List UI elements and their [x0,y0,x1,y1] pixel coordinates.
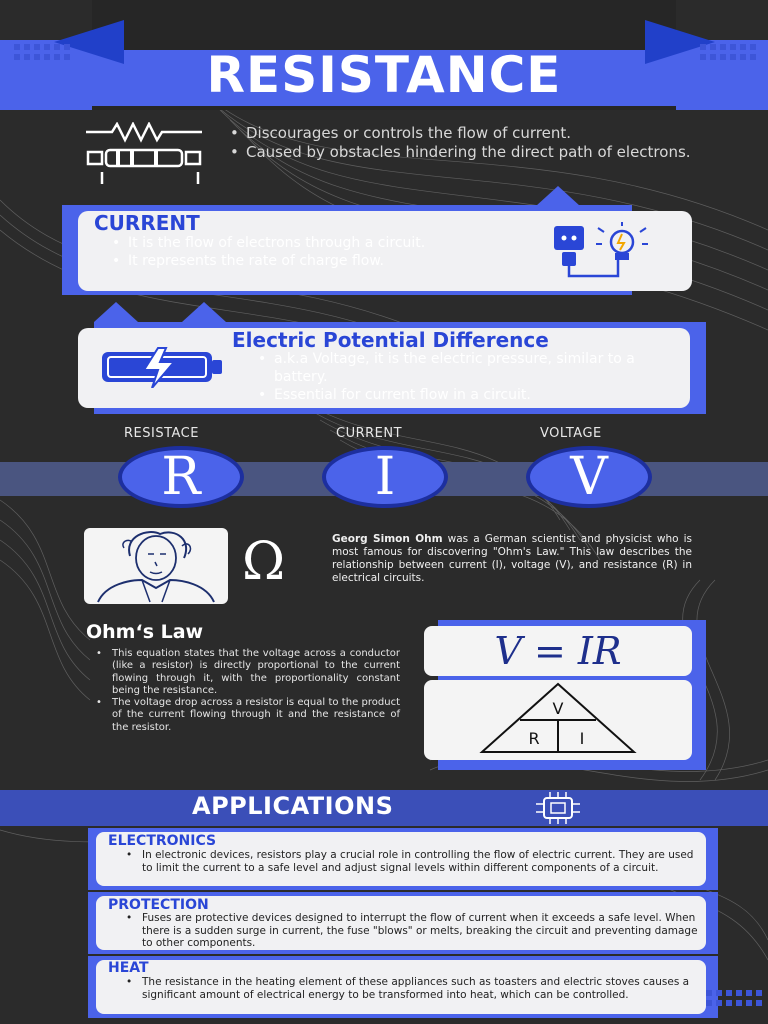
battery-icon [100,344,224,388]
app-bullet: • Fuses are protective devices designed to interrupt the flow of current when it exceeds a safe level. When there is a sudden surge in current, the fuse "blows" or melts, breaking the circuit and preventing damage to other components. [124,912,704,950]
plug-bulb-icon [548,222,664,280]
dot-grid-decoration [14,44,70,60]
dot-grid-decoration [706,990,762,1006]
app-heading: PROTECTION [108,897,209,913]
current-heading: CURRENT [94,211,200,235]
ohms-law-triangle-card [424,680,692,760]
current-bullet: • It represents the rate of charge flow. [110,252,534,270]
app-bullets [124,849,704,874]
voltage-label: VOLTAGE [540,426,602,441]
epd-bullet: • a.k.a Voltage, it is the electric pressure, similar to a battery. [256,350,656,386]
ohms-law-bullet: • The voltage drop across a resistor is equal to the product of the current flowing through it and the resistance of the resistor. [94,697,400,734]
resistor-icon [84,122,204,186]
ohms-law-bullets [94,648,400,734]
ohms-law-heading: Ohm‘s Law [86,621,204,643]
ohms-law-bullet: • This equation states that the voltage across a conductor (like a resistor) is directly proportional to the current flowing through it, with the proportionality constant being the resistance. [94,648,400,697]
ohm-name: Georg Simon Ohm [332,533,443,545]
triangle-v: V [552,699,564,718]
tab-decoration [94,302,138,322]
current-label: CURRENT [336,426,403,441]
app-heading: HEAT [108,960,149,976]
ohm-portrait-illustration [84,528,228,604]
intro-bullets [228,124,708,162]
triangle-i: I [579,729,585,748]
dot-grid-decoration [700,44,756,60]
ohm-description [332,533,692,585]
intro-bullet: • Caused by obstacles hindering the direct path of electrons. [228,143,708,162]
ohm-symbol: Ω [242,532,286,592]
app-bullets [124,976,704,1001]
resistance-label: RESISTACE [124,426,199,441]
applications-heading: APPLICATIONS [192,792,394,820]
voltage-letter-circle: V [526,446,652,508]
vir-triangle [424,680,692,760]
app-bullet: • The resistance in the heating element of these appliances such as toasters and electric stoves causes a significant amount of electrical energy to be transformed into heat, which can be controlled. [124,976,704,1001]
intro-bullet: • Discourages or controls the flow of current. [228,124,708,143]
epd-bullets [256,350,656,404]
app-bullets [124,912,704,950]
page-title: RESISTANCE [206,46,562,104]
ohm-bio: was a German scientist and physicist who is most famous for discovering "Ohm's Law." This law describes the relationship between current (I), voltage (V), and resistance (R) in electrical circuits. [332,533,692,584]
ohms-law-formula: V = IR [424,626,692,676]
epd-bullet: • Essential for current flow in a circuit. [256,386,656,404]
ohm-portrait [84,528,228,604]
chip-icon [528,792,588,824]
tab-decoration [182,302,226,322]
app-heading: ELECTRONICS [108,833,217,849]
current-letter-circle: I [322,446,448,508]
resistance-letter-circle: R [118,446,244,508]
current-bullets [110,234,534,270]
app-bullet: • In electronic devices, resistors play a crucial role in controlling the flow of electric current. They are used to limit the current to a safe level and adjust signal levels within different components of a circuit. [124,849,704,874]
tab-decoration [536,186,580,206]
epd-heading: Electric Potential Difference [232,328,549,352]
current-bullet: • It is the flow of electrons through a circuit. [110,234,534,252]
triangle-r: R [528,729,540,748]
